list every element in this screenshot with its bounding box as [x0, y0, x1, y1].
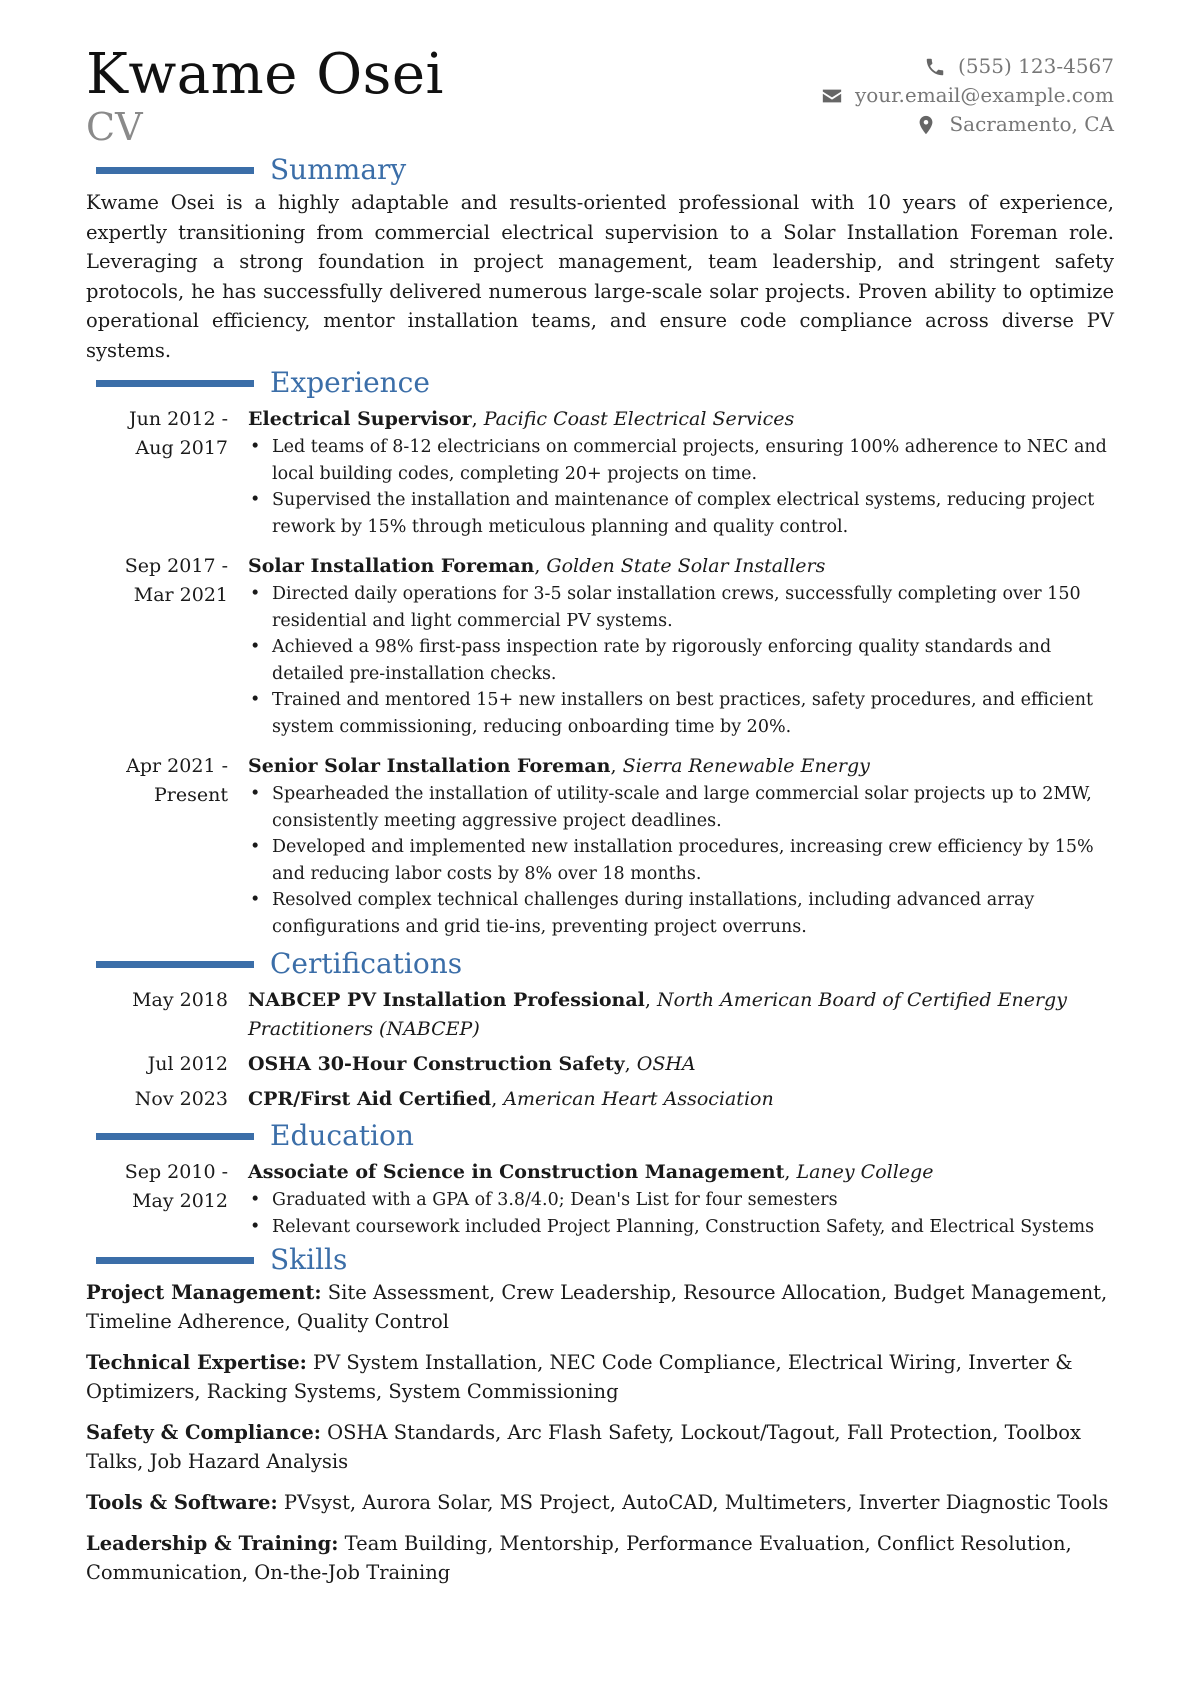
certification-name: OSHA 30-Hour Construction Safety — [248, 1053, 625, 1075]
section-rule — [96, 167, 254, 174]
bullet-list — [248, 781, 1114, 940]
skill-group — [86, 1488, 1114, 1517]
experience-entry — [86, 752, 1114, 940]
contact-location — [821, 110, 1114, 139]
certification-issuer: OSHA — [636, 1053, 696, 1075]
bullet-item: • Graduated with a GPA of 3.8/4.0; Dean's List for four semesters — [248, 1187, 1114, 1214]
contact-block — [821, 52, 1114, 139]
certification-name: NABCEP PV Installation Professional — [248, 989, 645, 1011]
entry-heading: Solar Installation Foreman, Golden State Solar Installers — [248, 555, 826, 577]
skill-list: Team Building, Mentorship, Performance Evaluation, Conflict Resolution, Communication, On-the-Job Training — [86, 1532, 1072, 1584]
bullet-item: • Achieved a 98% first-pass inspection rate by rigorously enforcing quality standards and detailed pre-installation checks. — [248, 634, 1114, 687]
bullet-item: • Relevant coursework included Project Planning, Construction Safety, and Electrical Systems — [248, 1214, 1114, 1241]
skill-category: Tools & Software: — [86, 1491, 278, 1514]
bullet-item: • Spearheaded the installation of utility-scale and large commercial solar projects up to 2MW, consistently meeting aggressive project deadlines. — [248, 781, 1114, 834]
section-header-skills — [86, 1242, 1114, 1278]
entry-body: OSHA 30-Hour Construction Safety, OSHA — [248, 1053, 696, 1075]
bullet-item: • Led teams of 8-12 electricians on commercial projects, ensuring 100% adherence to NEC and local building codes, completing 20+ projects on time. — [248, 434, 1114, 487]
certification-entry — [86, 1050, 1114, 1079]
employer: Golden State Solar Installers — [546, 555, 826, 577]
entry-date: Sep 2010 - May 2012 — [124, 1161, 228, 1212]
section-rule — [96, 380, 254, 387]
bullet-item: • Developed and implemented new installation procedures, increasing crew efficiency by 15% and reducing labor costs by 8% over 18 months. — [248, 834, 1114, 887]
skill-category: Safety & Compliance: — [86, 1421, 321, 1444]
skill-list: OSHA Standards, Arc Flash Safety, Lockout/Tagout, Fall Protection, Toolbox Talks, Job Hazard Analysis — [86, 1421, 1081, 1473]
phone-icon — [924, 56, 946, 78]
bullet-item: • Directed daily operations for 3-5 solar installation crews, successfully completing over 150 residential and light commercial PV systems. — [248, 581, 1114, 634]
person-name: Kwame Osei — [86, 42, 444, 107]
email-address[interactable]: your.email@example.com — [854, 83, 1114, 107]
entry-date: Apr 2021 - Present — [126, 755, 228, 806]
entry-date: Sep 2017 - Mar 2021 — [124, 555, 228, 606]
skill-group — [86, 1529, 1114, 1587]
bullet-item: • Supervised the installation and maintenance of complex electrical systems, reducing project rework by 15% through meticulous planning and quality control. — [248, 487, 1114, 540]
bullet-item: • Resolved complex technical challenges during installations, including advanced array configurations and grid tie-ins, preventing project overruns. — [248, 887, 1114, 940]
document-type: CV — [86, 105, 143, 149]
entry-date: Jun 2012 - Aug 2017 — [129, 408, 228, 459]
section-header-experience — [86, 365, 1114, 401]
bullet-item: • Trained and mentored 15+ new installers on best practices, safety procedures, and efficient system commissioning, reducing onboarding time by 20%. — [248, 687, 1114, 740]
section-header-certifications — [86, 946, 1114, 982]
job-title: Electrical Supervisor — [248, 408, 472, 430]
location-text: Sacramento, CA — [949, 112, 1114, 136]
summary-text: Kwame Osei is a highly adaptable and results-oriented professional with 10 years of experience, expertly transitioning from commercial electrical supervision to a Solar Installation Foreman role. Leveraging a strong foundation in project management, team leadership, and stringent safety protocols, he has successfully delivered numerous large-scale solar projects. Proven ability to optimize operational efficiency, mentor installation teams, and ensure code compliance across diverse PV systems. — [86, 191, 1114, 362]
experience-entry — [86, 405, 1114, 540]
certification-issuer: North American Board of Certified Energy Practitioners (NABCEP) — [248, 989, 1067, 1040]
contact-phone — [821, 52, 1114, 81]
certification-name: CPR/First Aid Certified — [248, 1088, 492, 1110]
section-title: Summary — [270, 153, 407, 186]
section-rule — [96, 1257, 254, 1264]
section-header-education — [86, 1118, 1114, 1154]
job-title: Senior Solar Installation Foreman — [248, 755, 611, 777]
degree-name: Associate of Science in Construction Management — [248, 1161, 785, 1183]
certification-issuer: American Heart Association — [503, 1088, 774, 1110]
entry-heading: Electrical Supervisor, Pacific Coast Electrical Services — [248, 408, 795, 430]
skill-category: Project Management: — [86, 1281, 322, 1304]
school-name: Laney College — [796, 1161, 934, 1183]
skill-category: Technical Expertise: — [86, 1351, 307, 1374]
entry-date: Nov 2023 — [134, 1088, 228, 1110]
section-title: Certifications — [270, 947, 463, 980]
entry-heading: Associate of Science in Construction Management, Laney College — [248, 1161, 934, 1183]
entry-date: Jul 2012 — [147, 1053, 228, 1075]
envelope-icon — [821, 85, 843, 107]
contact-email — [821, 81, 1114, 110]
section-title: Education — [270, 1119, 414, 1152]
experience-entry — [86, 552, 1114, 740]
entry-date: May 2018 — [132, 989, 228, 1011]
bullet-list — [248, 581, 1114, 740]
entry-body — [248, 1158, 1114, 1240]
skill-group — [86, 1278, 1114, 1336]
entry-body: CPR/First Aid Certified, American Heart Association — [248, 1088, 774, 1110]
certification-entry — [86, 986, 1114, 1044]
entry-body — [248, 752, 1114, 940]
entry-body — [248, 552, 1114, 740]
entry-body: NABCEP PV Installation Professional, North American Board of Certified Energy Practitioners (NABCEP) — [248, 989, 1067, 1040]
skill-category: Leadership & Training: — [86, 1532, 339, 1555]
education-entry — [86, 1158, 1114, 1240]
bullet-list — [248, 434, 1114, 540]
employer: Pacific Coast Electrical Services — [483, 408, 795, 430]
section-title: Experience — [270, 366, 430, 399]
employer: Sierra Renewable Energy — [622, 755, 870, 777]
skill-list: Site Assessment, Crew Leadership, Resource Allocation, Budget Management, Timeline Adherence, Quality Control — [86, 1281, 1108, 1333]
section-title: Skills — [270, 1243, 348, 1276]
section-rule — [96, 961, 254, 968]
entry-body — [248, 405, 1114, 540]
cv-header — [86, 40, 1114, 160]
certification-entry — [86, 1085, 1114, 1114]
section-header-summary — [86, 152, 1114, 188]
skill-group — [86, 1348, 1114, 1406]
job-title: Solar Installation Foreman — [248, 555, 535, 577]
bullet-list — [248, 1187, 1114, 1240]
map-pin-icon — [915, 114, 937, 136]
entry-heading: Senior Solar Installation Foreman, Sierra Renewable Energy — [248, 755, 870, 777]
skill-list: PV System Installation, NEC Code Compliance, Electrical Wiring, Inverter & Optimizers, Racking Systems, System Commissioning — [86, 1351, 1073, 1403]
phone-number[interactable]: (555) 123-4567 — [958, 54, 1114, 78]
skill-group — [86, 1418, 1114, 1476]
skill-list: PVsyst, Aurora Solar, MS Project, AutoCAD, Multimeters, Inverter Diagnostic Tools — [283, 1491, 1109, 1514]
cv-content — [86, 152, 1114, 1599]
section-rule — [96, 1133, 254, 1140]
